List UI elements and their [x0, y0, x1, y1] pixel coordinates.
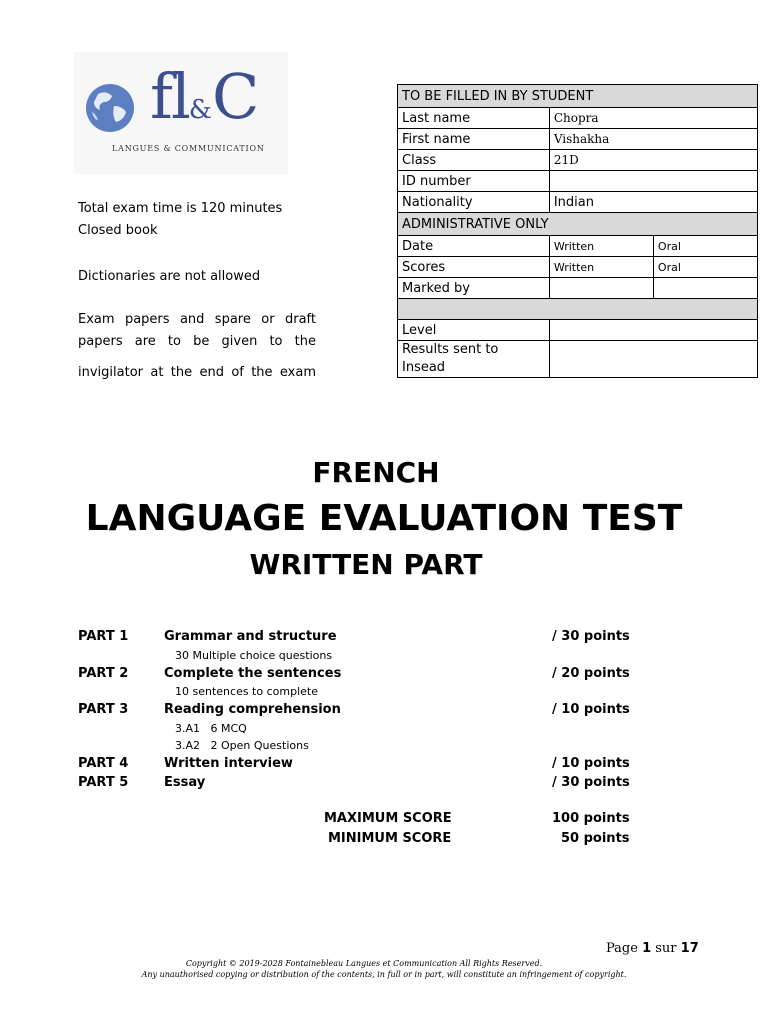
part-3-sub-1: 3.A1 6 MCQ: [175, 722, 247, 735]
scores-written-field[interactable]: Written: [549, 257, 653, 278]
date-label: Date: [398, 236, 550, 257]
part-2-desc: Complete the sentences: [164, 666, 342, 681]
part-2-number: PART 2: [78, 666, 129, 681]
papers-note-2: papers are to be given to the: [78, 334, 316, 349]
marked-by-field-2[interactable]: [653, 278, 757, 299]
date-written-field[interactable]: Written: [549, 236, 653, 257]
part-1-desc: Grammar and structure: [164, 629, 337, 644]
class-label: Class: [398, 150, 550, 171]
title-main: LANGUAGE EVALUATION TEST: [85, 498, 683, 539]
closed-book: Closed book: [78, 223, 158, 238]
min-score-label: MINIMUM SCORE: [328, 831, 452, 846]
results-field[interactable]: [549, 341, 757, 378]
part-2-sub: 10 sentences to complete: [175, 685, 318, 698]
min-score-value: 50 points: [561, 831, 630, 846]
copyright-line-2: Any unauthorised copying or distribution of the contents, in full or in part, will constitute an infringement of copyright.: [141, 970, 627, 979]
max-score-label: MAXIMUM SCORE: [324, 811, 452, 826]
part-3-desc: Reading comprehension: [164, 702, 341, 717]
title-french: FRENCH: [312, 456, 440, 489]
date-oral-field[interactable]: Oral: [653, 236, 757, 257]
part-4-number: PART 4: [78, 756, 129, 771]
logo-subtitle: LANGUES & COMMUNICATION: [112, 144, 265, 153]
first-name-label: First name: [398, 129, 550, 150]
part-4-points: / 10 points: [552, 756, 630, 771]
title-written-part: WRITTEN PART: [249, 548, 483, 581]
max-score-value: 100 points: [552, 811, 630, 826]
table-separator: [398, 299, 758, 320]
exam-time: Total exam time is 120 minutes: [78, 201, 283, 216]
part-5-desc: Essay: [164, 775, 206, 790]
part-2-points: / 20 points: [552, 666, 630, 681]
part-1-number: PART 1: [78, 629, 129, 644]
scores-oral-field[interactable]: Oral: [653, 257, 757, 278]
student-info-table: [397, 84, 758, 378]
logo-wordmark: fl&C: [150, 60, 258, 133]
student-header: TO BE FILLED IN BY STUDENT: [398, 85, 758, 108]
first-name-field[interactable]: Vishakha: [549, 129, 757, 150]
id-field[interactable]: [549, 171, 757, 192]
globe-icon: [84, 82, 136, 134]
part-5-points: / 30 points: [552, 775, 630, 790]
dictionaries-note: Dictionaries are not allowed: [78, 269, 261, 284]
admin-header: ADMINISTRATIVE ONLY: [398, 213, 758, 236]
results-label: Results sent to Insead: [398, 341, 550, 378]
part-3-sub-2: 3.A2 2 Open Questions: [175, 739, 309, 752]
copyright-line-1: Copyright © 2019-2028 Fontainebleau Langues et Communication All Rights Reserved.: [185, 959, 543, 968]
part-3-points: / 10 points: [552, 702, 630, 717]
papers-note-1: Exam papers and spare or draft: [78, 312, 316, 327]
nationality-field[interactable]: Indian: [549, 192, 757, 213]
class-field[interactable]: 21D: [549, 150, 757, 171]
level-field[interactable]: [549, 320, 757, 341]
last-name-field[interactable]: Chopra: [549, 108, 757, 129]
company-logo: [74, 52, 288, 174]
id-label: ID number: [398, 171, 550, 192]
scores-label: Scores: [398, 257, 550, 278]
marked-by-field-1[interactable]: [549, 278, 653, 299]
part-4-desc: Written interview: [164, 756, 293, 771]
last-name-label: Last name: [398, 108, 550, 129]
part-1-sub: 30 Multiple choice questions: [175, 649, 333, 662]
level-label: Level: [398, 320, 550, 341]
part-3-number: PART 3: [78, 702, 129, 717]
part-5-number: PART 5: [78, 775, 129, 790]
papers-note-3: invigilator at the end of the exam: [78, 365, 316, 380]
page-number: Page 1 sur 17: [606, 941, 699, 956]
part-1-points: / 30 points: [552, 629, 630, 644]
marked-by-label: Marked by: [398, 278, 550, 299]
nationality-label: Nationality: [398, 192, 550, 213]
